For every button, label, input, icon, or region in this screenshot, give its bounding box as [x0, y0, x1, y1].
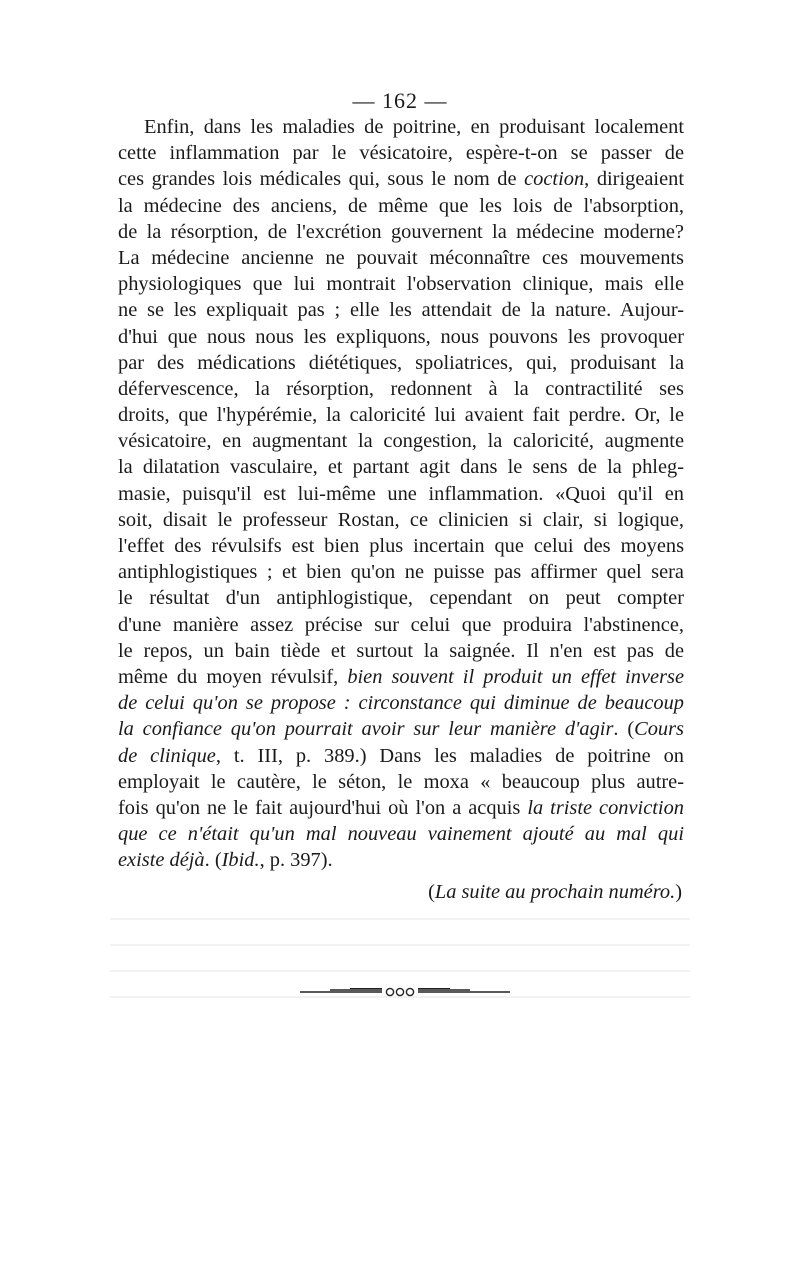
- italic-run: Cours: [634, 718, 684, 741]
- continuation-open-paren: (: [428, 881, 435, 904]
- continuation-text: La suite au prochain numéro.: [434, 881, 676, 904]
- italic-run: Ibid.: [221, 849, 260, 872]
- text-line: [118, 324, 684, 350]
- text-run: la médecine des anciens, de même que les lois de l'absorption,: [118, 194, 684, 217]
- text-run: défervescence, la résorption, redonnent à la contractilité ses: [118, 377, 684, 400]
- text-line: [118, 743, 684, 769]
- italic-run: bien souvent il produit un effet inverse: [347, 665, 685, 688]
- text-line: [118, 664, 684, 690]
- text-line: [118, 428, 684, 454]
- text-line: [118, 481, 684, 507]
- text-line: [118, 612, 684, 638]
- italic-run: que ce n'était qu'un mal nouveau vainement ajouté au mal qui: [118, 823, 684, 846]
- text-run: , dirigeaient: [584, 168, 685, 191]
- text-line: [118, 769, 684, 795]
- text-line: [118, 114, 684, 140]
- text-line: [118, 245, 684, 271]
- text-line: [118, 559, 684, 585]
- text-line: [118, 140, 684, 166]
- text-run: le repos, un bain tiède et surtout la saignée. Il n'en est pas de: [118, 639, 684, 662]
- text-line: [118, 507, 684, 533]
- text-line: [118, 716, 684, 742]
- text-run: soit, disait le professeur Rostan, ce clinicien si clair, si logique,: [118, 508, 684, 531]
- text-run: la dilatation vasculaire, et partant agit dans le sens de la phleg-: [118, 456, 684, 479]
- text-run: le résultat d'un antiphlogistique, cependant on peut compter: [118, 587, 684, 610]
- text-line: [118, 193, 684, 219]
- text-line: [118, 690, 684, 716]
- continuation-close-paren: ): [675, 881, 682, 904]
- text-line: [118, 402, 684, 428]
- text-run: vésicatoire, en augmentant la congestion, la caloricité, augmente: [118, 430, 684, 453]
- text-run: Enfin, dans les maladies de poitrine, en produisant localement: [144, 116, 684, 138]
- text-run: par des médications diététiques, spoliatrices, qui, produisant la: [118, 351, 684, 374]
- page-number: — 162 —: [352, 88, 448, 113]
- text-line: [118, 376, 684, 402]
- text-run: ces grandes lois médicales qui, sous le nom de: [118, 168, 525, 191]
- text-line: [118, 297, 684, 323]
- text-line: [118, 271, 684, 297]
- text-line: [118, 585, 684, 611]
- text-run: cette inflammation par le vésicatoire, espère-t-on se passer de: [118, 142, 684, 165]
- text-run: droits, que l'hypérémie, la caloricité lui avaient fait perdre. Or, le: [118, 404, 684, 427]
- text-run: . (: [613, 718, 635, 741]
- text-line: [118, 350, 684, 376]
- text-run: , t. III, p. 389.) Dans les maladies de poitrine on: [215, 744, 684, 767]
- text-run: La médecine ancienne ne pouvait méconnaître ces mouvements: [118, 246, 684, 269]
- continuation-note: [118, 879, 684, 905]
- text-run: employait le cautère, le séton, le moxa « beaucoup plus autre-: [118, 770, 684, 793]
- text-line: [118, 847, 684, 873]
- italic-run: la confiance qu'on pourrait avoir sur leur manière d'agir: [118, 718, 614, 741]
- text-run: l'effet des révulsifs est bien plus incertain que celui des moyens: [118, 535, 684, 557]
- text-run: , p. 397).: [259, 849, 333, 872]
- body-text: [118, 114, 684, 906]
- italic-run: coction: [524, 168, 585, 191]
- text-run: d'hui que nous nous les expliquons, nous pouvons les provoquer: [118, 325, 684, 348]
- text-line: [118, 533, 684, 559]
- text-line: [118, 219, 684, 245]
- text-run: même du moyen révulsif,: [118, 665, 348, 688]
- text-line: [118, 166, 684, 192]
- text-run: ne se les expliquait pas ; elle les attendait de la nature. Aujour-: [118, 299, 684, 322]
- italic-run: la triste conviction: [527, 796, 684, 819]
- text-line: [118, 454, 684, 480]
- text-line: [118, 795, 684, 821]
- text-line: [118, 821, 684, 847]
- text-run: . (: [204, 849, 222, 872]
- text-run: fois qu'on ne le fait aujourd'hui où l'on a acquis: [118, 796, 528, 819]
- italic-run: de celui qu'on se propose : circonstance qui diminue de beaucoup: [118, 692, 684, 715]
- italic-run: de clinique: [118, 744, 216, 767]
- text-run: de la résorption, de l'excrétion gouvernent la médecine moderne?: [118, 220, 684, 243]
- italic-run: existe déjà: [118, 849, 205, 872]
- text-run: physiologiques que lui montrait l'observation clinique, mais elle: [118, 273, 684, 296]
- end-ornament-rule: [300, 985, 510, 999]
- text-run: d'une manière assez précise sur celui que produira l'abstinence,: [118, 613, 684, 636]
- text-run: masie, puisqu'il est lui-même une inflammation. «Quoi qu'il en: [118, 482, 684, 505]
- text-line: [118, 638, 684, 664]
- text-run: antiphlogistiques ; et bien qu'on ne puisse pas affirmer quel sera: [118, 561, 684, 584]
